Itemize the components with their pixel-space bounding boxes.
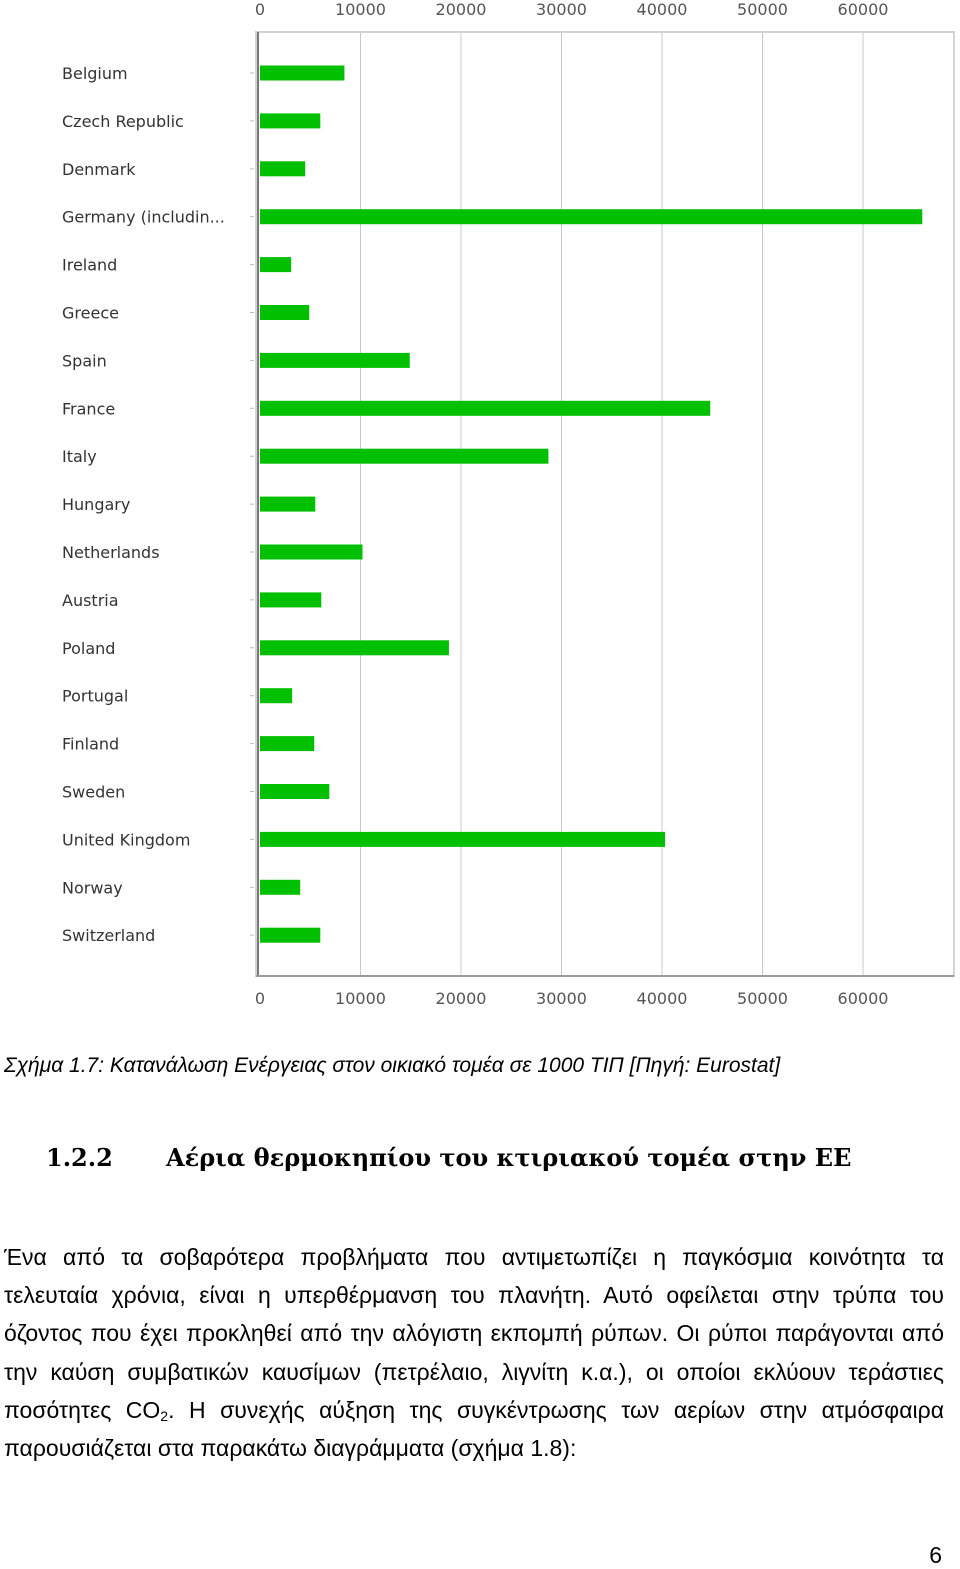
x-tick-label-bottom: 50000 xyxy=(737,989,788,1008)
category-label: Switzerland xyxy=(62,926,156,946)
bar-11 xyxy=(260,592,321,607)
section-title: Αέρια θερμοκηπίου του κτιριακού τομέα στην ΕΕ xyxy=(166,1143,852,1172)
x-tick-label-top: 10000 xyxy=(335,0,386,19)
bar-3 xyxy=(260,209,922,224)
bar-16 xyxy=(260,832,665,847)
category-label: Austria xyxy=(62,590,119,610)
bar-6 xyxy=(260,353,410,368)
bar-13 xyxy=(260,688,292,703)
category-label: Poland xyxy=(62,638,116,658)
x-tick-label-top: 30000 xyxy=(536,0,587,19)
bar-12 xyxy=(260,640,449,655)
category-label: Belgium xyxy=(62,64,128,83)
bar-17 xyxy=(260,880,300,895)
category-label: Hungary xyxy=(62,495,131,515)
bar-0 xyxy=(260,66,344,81)
bar-8 xyxy=(260,449,548,464)
page-number: 6 xyxy=(929,1542,942,1568)
bar-14 xyxy=(260,736,314,751)
category-label: United Kingdom xyxy=(62,830,191,850)
x-tick-label-bottom: 10000 xyxy=(335,989,386,1008)
category-label: Germany (includin... xyxy=(62,207,225,227)
section-heading xyxy=(46,1143,851,1172)
category-label: Ireland xyxy=(62,255,118,275)
category-label: France xyxy=(62,399,116,419)
x-tick-label-bottom: 60000 xyxy=(837,989,889,1008)
x-tick-label-bottom: 40000 xyxy=(636,989,688,1008)
category-label: Netherlands xyxy=(62,543,160,562)
chart-bars xyxy=(260,66,922,943)
body-paragraph xyxy=(4,1238,944,1467)
bar-1 xyxy=(260,113,320,128)
paragraph-text-end: . Η συνεχής αύξηση της συγκέντρωσης των αερίων στην ατμόσφαιρα παρουσιάζεται στα παρακάτω διαγράμματα (σχήμα 1.8): xyxy=(4,1396,945,1462)
x-tick-label-top: 60000 xyxy=(837,0,889,19)
section-number: 1.2.2 xyxy=(46,1143,113,1172)
category-label: Norway xyxy=(62,878,123,898)
category-label: Portugal xyxy=(62,686,129,706)
category-label: Czech Republic xyxy=(62,111,184,131)
bar-15 xyxy=(260,784,329,799)
x-tick-label-bottom: 30000 xyxy=(536,989,587,1008)
x-tick-label-bottom: 0 xyxy=(254,989,266,1008)
co2-subscript: 2 xyxy=(160,1407,169,1424)
category-label: Italy xyxy=(62,447,97,467)
chart-x-axis-bottom xyxy=(255,989,889,1008)
bar-5 xyxy=(260,305,309,320)
paragraph-text-start: Ένα από τα σοβαρότερα προβλήματα που αντιμετωπίζει η παγκόσμια κοινότητα τα τελευταία χρόνια, είναι η υπερθέρμανση του πλανήτη. Αυτό οφείλεται στην τρύπα του όζοντος που έχει προκληθεί από την αλόγιστη εκπομπή ρύπων. Οι ρύποι παράγονται από την καύση συμβατικών καυσίμων (πετρέλαιο, λιγνίτη κ.α.), οι οποίοι εκλύουν τεράστιες ποσότητες CO xyxy=(4,1244,944,1423)
category-label: Spain xyxy=(62,351,107,371)
category-label: Sweden xyxy=(62,782,126,802)
x-tick-label-top: 20000 xyxy=(435,0,487,19)
bar-2 xyxy=(260,161,305,176)
category-label: Finland xyxy=(62,734,120,754)
x-tick-label-top: 50000 xyxy=(737,0,788,19)
bar-10 xyxy=(260,545,363,560)
x-tick-label-top: 40000 xyxy=(636,0,688,19)
category-label: Greece xyxy=(62,303,119,323)
x-tick-label-top: 0 xyxy=(254,0,266,19)
bar-9 xyxy=(260,497,315,512)
chart-x-axis-top xyxy=(255,0,889,19)
chart-category-labels xyxy=(62,64,254,945)
bar-18 xyxy=(260,928,320,943)
category-label: Denmark xyxy=(62,159,136,179)
x-tick-label-bottom: 20000 xyxy=(435,989,487,1008)
bar-4 xyxy=(260,257,291,272)
figure-caption: Σχήμα 1.7: Κατανάλωση Ενέργειας στον οικιακό τομέα σε 1000 ΤΙΠ [Πηγή: Eurostat] xyxy=(4,1054,781,1077)
bar-7 xyxy=(260,401,710,416)
